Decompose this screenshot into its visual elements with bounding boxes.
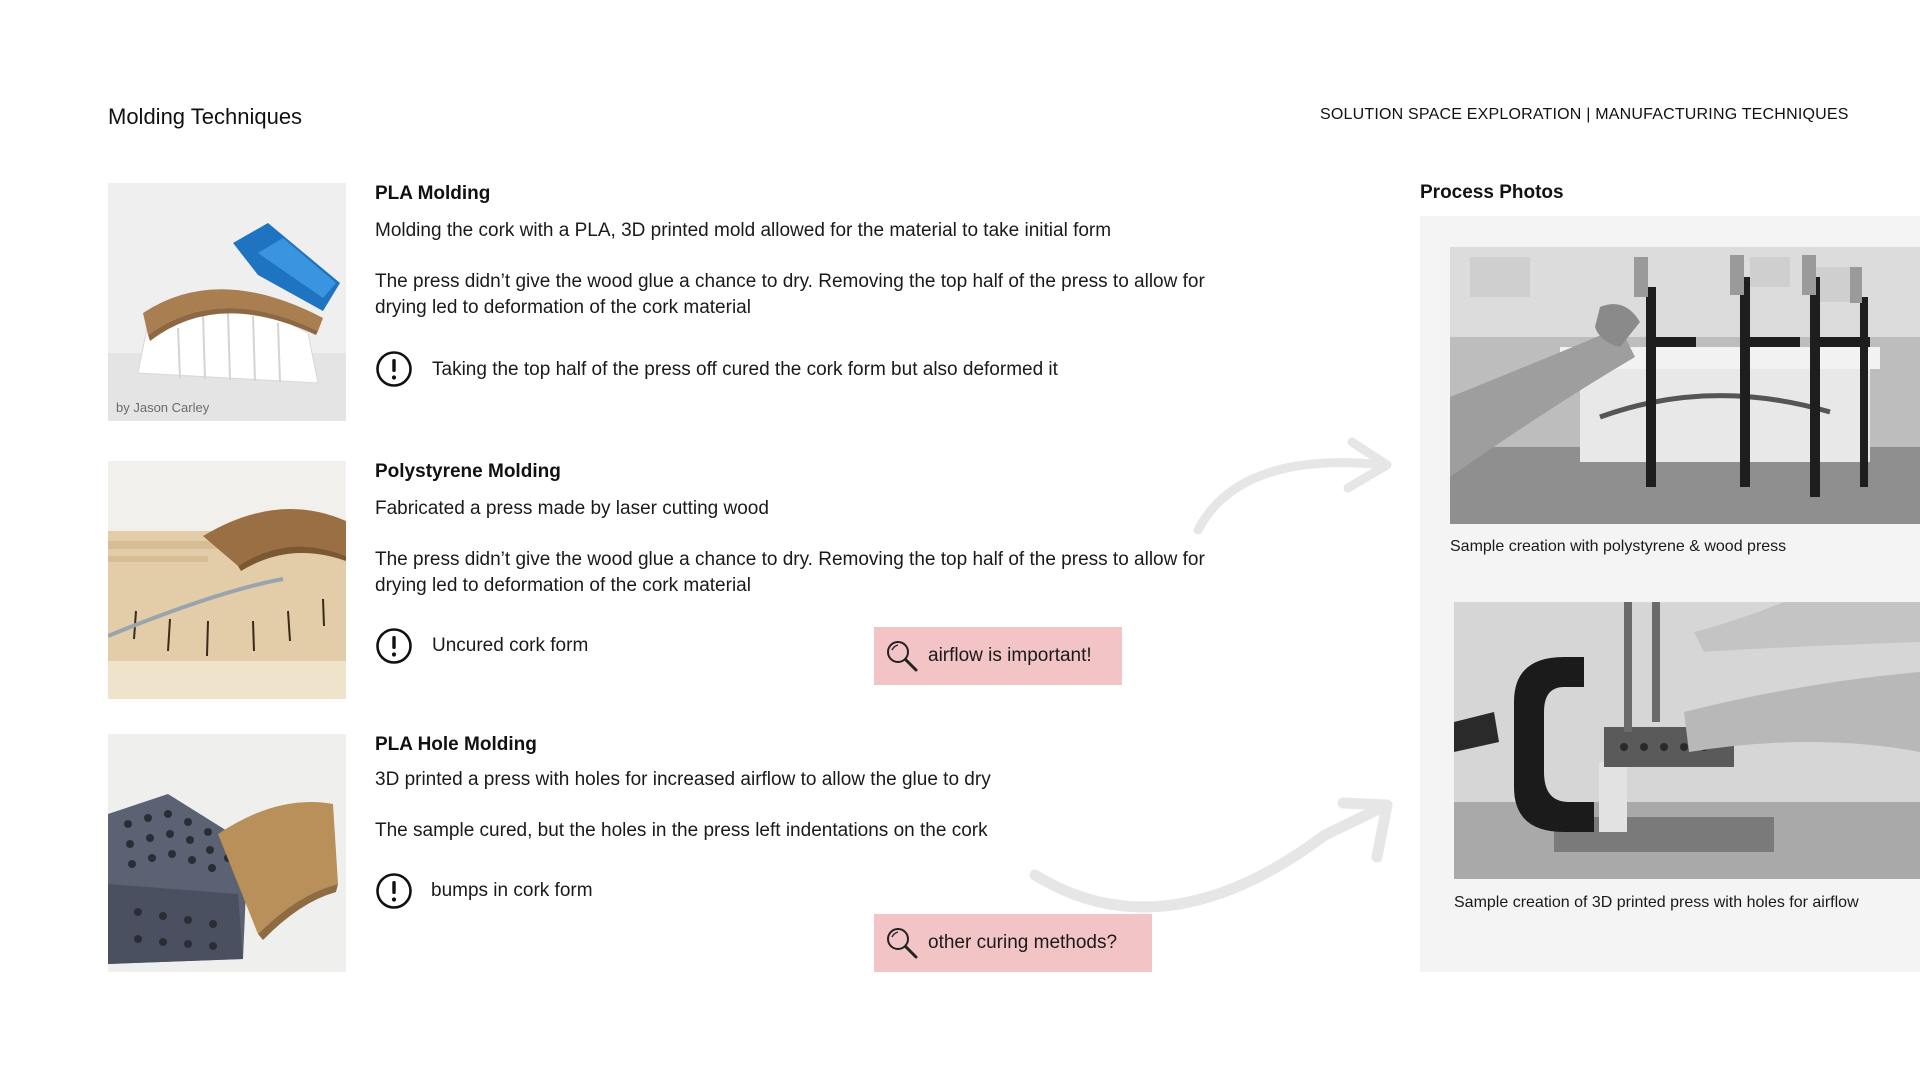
section-title: PLA Hole Molding [375,734,537,755]
callout-text: airflow is important! [928,645,1092,666]
alert-icon [375,627,413,665]
section-title: Polystyrene Molding [375,461,561,482]
alert-text: Taking the top half of the press off cured the cork form but also deformed it [432,359,1058,380]
photo-credit: by Jason Carley [116,400,210,415]
alert-text: Uncured cork form [432,635,589,656]
alert-icon [375,872,413,910]
process-photo-hole-press [1454,602,1920,879]
process-photo-polystyrene-press [1450,247,1920,524]
insight-callout [874,914,1152,972]
section-description: Fabricated a press made by laser cutting wood [375,498,769,519]
pla-hole-molding-photo [108,734,346,972]
process-photos-title: Process Photos [1420,182,1564,203]
curved-arrow-icon [1180,430,1400,540]
magnifier-icon [884,638,920,674]
section-result: The press didn’t give the wood glue a chance to dry. Removing the top half of the press to allow for drying led to deformation of the cork material [375,271,1205,318]
magnifier-icon [884,925,920,961]
section-result: The sample cured, but the holes in the press left indentations on the cork [375,820,988,841]
polystyrene-molding-photo [108,461,346,699]
page-title: Molding Techniques [108,104,303,129]
photo-caption: Sample creation with polystyrene & wood press [1450,538,1787,555]
section-description: 3D printed a press with holes for increased airflow to allow the glue to dry [375,769,991,790]
section-title: PLA Molding [375,183,491,204]
section-result: The press didn’t give the wood glue a chance to dry. Removing the top half of the press to allow for drying led to deformation of the cork material [375,549,1205,596]
section-header: SOLUTION SPACE EXPLORATION | MANUFACTURING TECHNIQUES [1320,106,1849,123]
insight-callout [874,627,1122,685]
callout-text: other curing methods? [928,932,1118,953]
pla-molding-photo [108,183,346,421]
alert-text: bumps in cork form [431,880,593,901]
alert-icon [375,350,413,388]
section-description: Molding the cork with a PLA, 3D printed mold allowed for the material to take initial form [375,220,1112,241]
photo-caption: Sample creation of 3D printed press with holes for airflow [1454,894,1859,911]
